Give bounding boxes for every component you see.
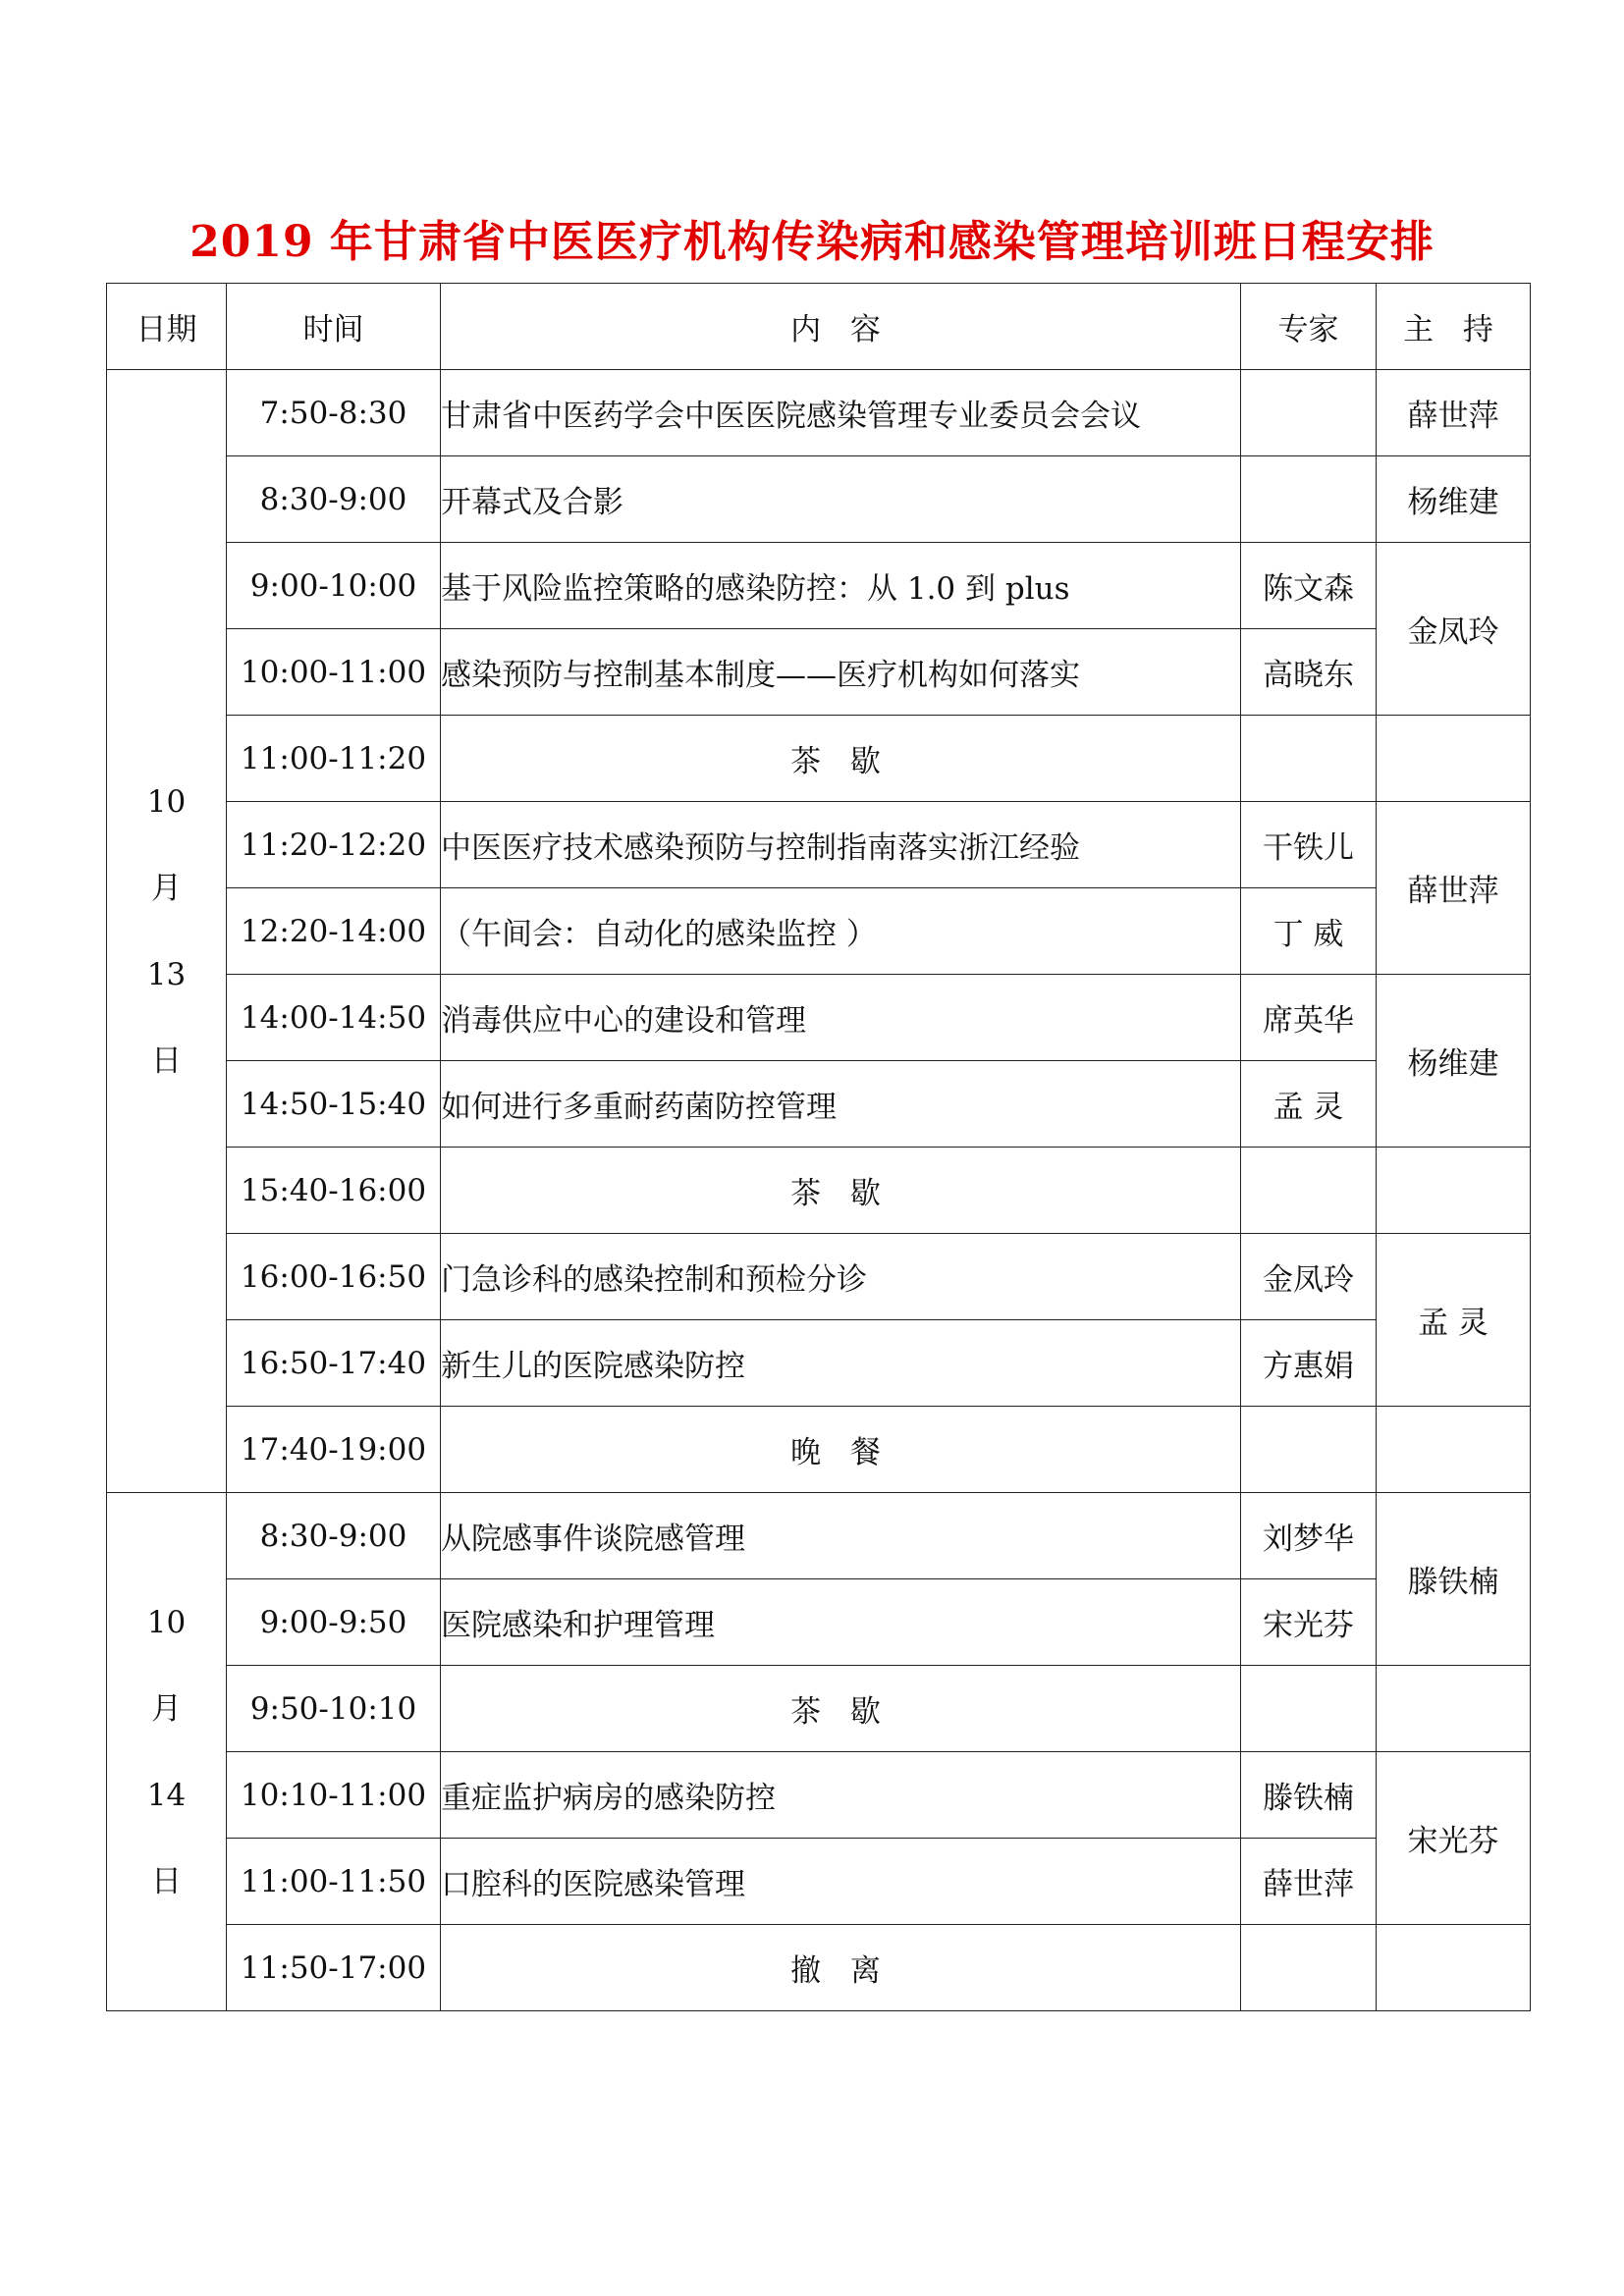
header-date: 日期 [107,284,227,370]
table-row [107,1061,1531,1148]
break-cell: 茶 歇 [441,1148,1241,1234]
host-cell: 宋光芬 [1377,1752,1531,1925]
time-cell: 7:50-8:30 [227,370,441,456]
expert-cell: 薛世萍 [1241,1839,1377,1925]
expert-cell: 刘梦华 [1241,1493,1377,1579]
expert-cell: 金凤玲 [1241,1234,1377,1320]
content-cell: 从院感事件谈院感管理 [441,1493,1241,1579]
time-cell: 8:30-9:00 [227,456,441,543]
time-cell: 8:30-9:00 [227,1493,441,1579]
expert-cell [1241,1925,1377,2011]
time-cell: 11:50-17:00 [227,1925,441,2011]
date-line: 10 [146,783,187,820]
schedule-table [106,283,1531,2011]
content-cell: 甘肃省中医药学会中医医院感染管理专业委员会会议 [441,370,1241,456]
time-cell: 11:00-11:50 [227,1839,441,1925]
content-cell: 门急诊科的感染控制和预检分诊 [441,1234,1241,1320]
table-row [107,456,1531,543]
host-cell [1377,1925,1531,2011]
host-cell [1377,1148,1531,1234]
expert-cell [1241,456,1377,543]
break-cell: 茶 歇 [441,1666,1241,1752]
content-cell: 口腔科的医院感染管理 [441,1839,1241,1925]
table-row [107,543,1531,629]
time-cell: 11:00-11:20 [227,716,441,802]
expert-cell: 高晓东 [1241,629,1377,716]
content-cell: 医院感染和护理管理 [441,1579,1241,1666]
table-row [107,1320,1531,1407]
content-cell: 开幕式及合影 [441,456,1241,543]
time-cell: 10:10-11:00 [227,1752,441,1839]
header-host: 主 持 [1377,284,1531,370]
time-cell: 9:50-10:10 [227,1666,441,1752]
table-row [107,1493,1531,1579]
date-cell-day1 [107,370,227,1493]
time-cell: 10:00-11:00 [227,629,441,716]
expert-cell [1241,1148,1377,1234]
host-cell [1377,716,1531,802]
header-time: 时间 [227,284,441,370]
date-cell-day2 [107,1493,227,2011]
host-cell: 滕铁楠 [1377,1493,1531,1666]
time-cell: 15:40-16:00 [227,1148,441,1234]
content-cell: 中医医疗技术感染预防与控制指南落实浙江经验 [441,802,1241,888]
header-content: 内 容 [441,284,1241,370]
content-cell: 重症监护病房的感染防控 [441,1752,1241,1839]
date-line: 月 [151,1690,182,1727]
table-row [107,975,1531,1061]
break-cell: 晚 餐 [441,1407,1241,1493]
host-cell: 金凤玲 [1377,543,1531,716]
host-cell: 薛世萍 [1377,802,1531,975]
table-row [107,888,1531,975]
expert-cell: 滕铁楠 [1241,1752,1377,1839]
table-row [107,1579,1531,1666]
time-cell: 14:50-15:40 [227,1061,441,1148]
host-cell: 孟 灵 [1377,1234,1531,1407]
content-cell: 如何进行多重耐药菌防控管理 [441,1061,1241,1148]
expert-cell: 陈文森 [1241,543,1377,629]
expert-cell: 宋光芬 [1241,1579,1377,1666]
table-row [107,802,1531,888]
expert-cell [1241,716,1377,802]
content-cell: 感染预防与控制基本制度——医疗机构如何落实 [441,629,1241,716]
host-cell: 杨维建 [1377,975,1531,1148]
table-row [107,1148,1531,1234]
host-cell [1377,1666,1531,1752]
table-row [107,1752,1531,1839]
time-cell: 9:00-9:50 [227,1579,441,1666]
table-row [107,370,1531,456]
break-cell: 撤 离 [441,1925,1241,2011]
table-row [107,1234,1531,1320]
table-row [107,629,1531,716]
table-row [107,1925,1531,2011]
table-row [107,716,1531,802]
host-cell [1377,1407,1531,1493]
content-cell: 基于风险监控策略的感染防控：从 1.0 到 plus [441,543,1241,629]
header-expert: 专家 [1241,284,1377,370]
date-line: 13 [146,956,187,992]
date-line: 月 [151,870,182,906]
date-line: 10 [146,1604,187,1640]
date-line: 日 [151,1863,182,1899]
date-line: 14 [146,1777,187,1813]
time-cell: 16:50-17:40 [227,1320,441,1407]
expert-cell [1241,370,1377,456]
content-cell: 消毒供应中心的建设和管理 [441,975,1241,1061]
page-title: 2019 年甘肃省中医医疗机构传染病和感染管理培训班日程安排 [189,217,1435,267]
table-row [107,1839,1531,1925]
table-row [107,1407,1531,1493]
expert-cell [1241,1407,1377,1493]
time-cell: 9:00-10:00 [227,543,441,629]
expert-cell: 丁 威 [1241,888,1377,975]
host-cell: 薛世萍 [1377,370,1531,456]
content-cell: （午间会：自动化的感染监控 ） [441,888,1241,975]
expert-cell: 方惠娟 [1241,1320,1377,1407]
time-cell: 14:00-14:50 [227,975,441,1061]
expert-cell [1241,1666,1377,1752]
expert-cell: 席英华 [1241,975,1377,1061]
time-cell: 11:20-12:20 [227,802,441,888]
time-cell: 17:40-19:00 [227,1407,441,1493]
content-cell: 新生儿的医院感染防控 [441,1320,1241,1407]
date-line: 日 [151,1042,182,1079]
break-cell: 茶 歇 [441,716,1241,802]
expert-cell: 干铁儿 [1241,802,1377,888]
table-header-row [107,284,1531,370]
table-row [107,1666,1531,1752]
expert-cell: 孟 灵 [1241,1061,1377,1148]
time-cell: 12:20-14:00 [227,888,441,975]
host-cell: 杨维建 [1377,456,1531,543]
time-cell: 16:00-16:50 [227,1234,441,1320]
